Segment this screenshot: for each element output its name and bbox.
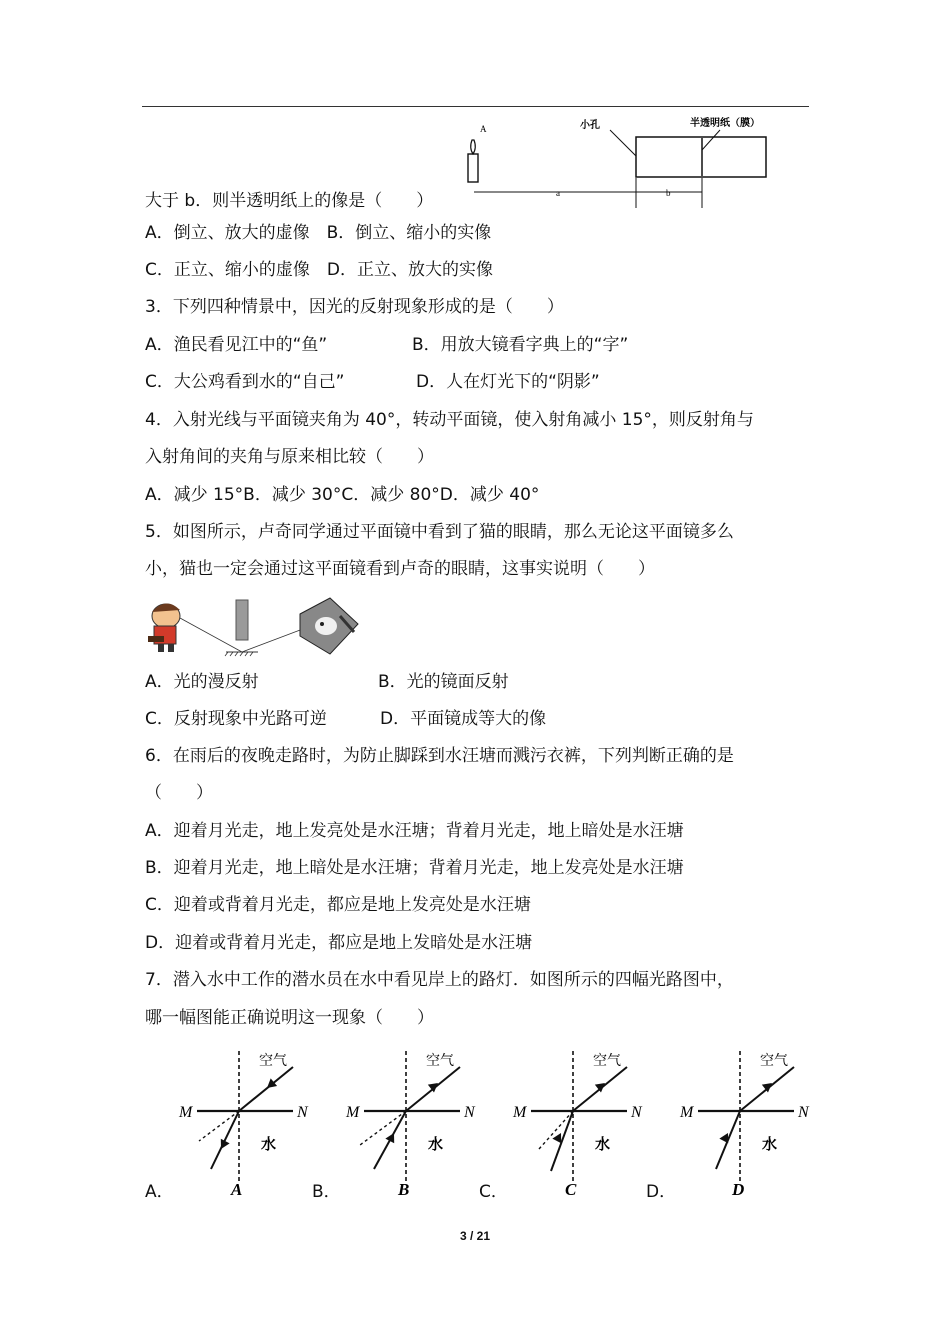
label-n: N [798,1104,809,1121]
q6-option-a: A．迎着月光走，地上发亮处是水汪塘；背着月光走，地上暗处是水汪塘 [145,821,684,841]
boy-illustration [148,603,180,652]
figure-caption: C [565,1180,577,1195]
paper-pointer [702,130,720,150]
paper-label: 半透明纸（膜） [690,118,760,129]
q7-option-label: D． [646,1182,677,1202]
label-n: N [464,1104,475,1121]
label-m: M [346,1104,360,1121]
q6-option-c: C．迎着或背着月光走，都应是地上发亮处是水汪塘 [145,895,531,915]
q3-stem: 3．下列四种情景中，因光的反射现象形成的是（ ） [145,297,564,317]
q3-option-d: D．人在灯光下的“阴影” [416,372,600,392]
extension-ray [539,1111,573,1149]
q7-option-label: A． [145,1182,174,1202]
q5-option-a: A．光的漫反射 [145,672,259,692]
q7-stem-line1: 7．潜入水中工作的潜水员在水中看见岸上的路灯．如图所示的四幅光路图中， [145,970,734,990]
hole-label: 小孔 [580,120,600,131]
extension-ray [360,1111,406,1145]
air-ray [239,1067,293,1111]
plane-mirror [236,600,248,640]
q2-stem-tail: 大于 b．则半透明纸上的像是（ ） [145,191,434,211]
q7-stem-line2: 哪一幅图能正确说明这一现象（ ） [145,1008,434,1028]
q6-stem-line1: 6．在雨后的夜晚走路时，为防止脚踩到水汪塘而溅污衣裤，下列判断正确的是 [145,746,734,766]
candle-flame [471,140,476,154]
label-m: M [179,1104,193,1121]
label-water: 水 [762,1137,778,1153]
refraction-diagram [342,1045,482,1195]
mirror-hatch [225,652,253,656]
header-rule [142,106,809,107]
q6-option-b: B．迎着月光走，地上暗处是水汪塘；背着月光走，地上发亮处是水汪塘 [145,858,684,878]
hole-pointer [610,130,636,156]
air-ray-arrow [267,1078,277,1088]
water-ray-arrow [719,1133,728,1143]
q2-options-cd: C．正立、缩小的虚像 D．正立、放大的实像 [145,260,493,280]
label-n: N [297,1104,308,1121]
label-air: 空气 [593,1054,621,1069]
label-n: N [631,1104,642,1121]
refraction-diagram [175,1045,315,1195]
figure-caption: D [732,1180,745,1195]
label-air: 空气 [760,1054,788,1069]
label-m: M [513,1104,527,1121]
q6-stem-line2: （ ） [145,783,213,803]
cat-illustration [300,598,358,654]
pinhole-camera-figure [460,112,770,212]
q4-stem-line1: 4．入射光线与平面镜夹角为 40°，转动平面镜，使入射角减小 15°，则反射角与 [145,410,754,430]
box-front [636,137,766,177]
figure-caption: B [398,1180,410,1195]
q2-options-ab: A．倒立、放大的虚像 B．倒立、缩小的实像 [145,223,492,243]
extension-ray [199,1111,239,1141]
q3-option-b: B．用放大镜看字典上的“字” [412,335,629,355]
q4-options: A．减少 15°B．减少 30°C．减少 80°D．减少 40° [145,485,540,505]
q3-option-a: A．渔民看见江中的“鱼” [145,335,328,355]
figure-caption: A [231,1180,243,1195]
dimension-b-label: b [666,188,671,198]
q5-option-c: C．反射现象中光路可逆 [145,709,327,729]
q7-option-label: C． [479,1182,508,1202]
q5-stem-line1: 5．如图所示，卢奇同学通过平面镜中看到了猫的眼睛，那么无论这平面镜多么 [145,522,734,542]
page-number: 3 / 21 [459,1229,491,1243]
q4-stem-line2: 入射角间的夹角与原来相比较（ ） [145,447,434,467]
refraction-diagram [509,1045,649,1195]
ray-to-boy [180,618,242,652]
refraction-diagram [676,1045,816,1195]
q5-option-d: D．平面镜成等大的像 [380,709,547,729]
q5-stem-line2: 小，猫也一定会通过这平面镜看到卢奇的眼睛，这事实说明（ ） [145,559,655,579]
label-air: 空气 [259,1054,287,1069]
water-ray [211,1111,239,1169]
q6-option-d: D．迎着或背着月光走，都应是地上发暗处是水汪塘 [145,933,533,953]
q7-option-label: B． [312,1182,341,1202]
dimension-a-label: a [556,188,560,198]
label-air: 空气 [426,1054,454,1069]
label-m: M [680,1104,694,1121]
q3-option-c: C．大公鸡看到水的“自己” [145,372,345,392]
water-ray-arrow [552,1133,561,1143]
q5-option-b: B．光的镜面反射 [378,672,509,692]
label-water: 水 [595,1137,611,1153]
label-water: 水 [261,1137,277,1153]
candle-label: A [480,124,487,134]
candle-body [468,154,478,182]
label-water: 水 [428,1137,444,1153]
mirror-reflection-figure [140,596,365,658]
water-ray [551,1111,573,1171]
